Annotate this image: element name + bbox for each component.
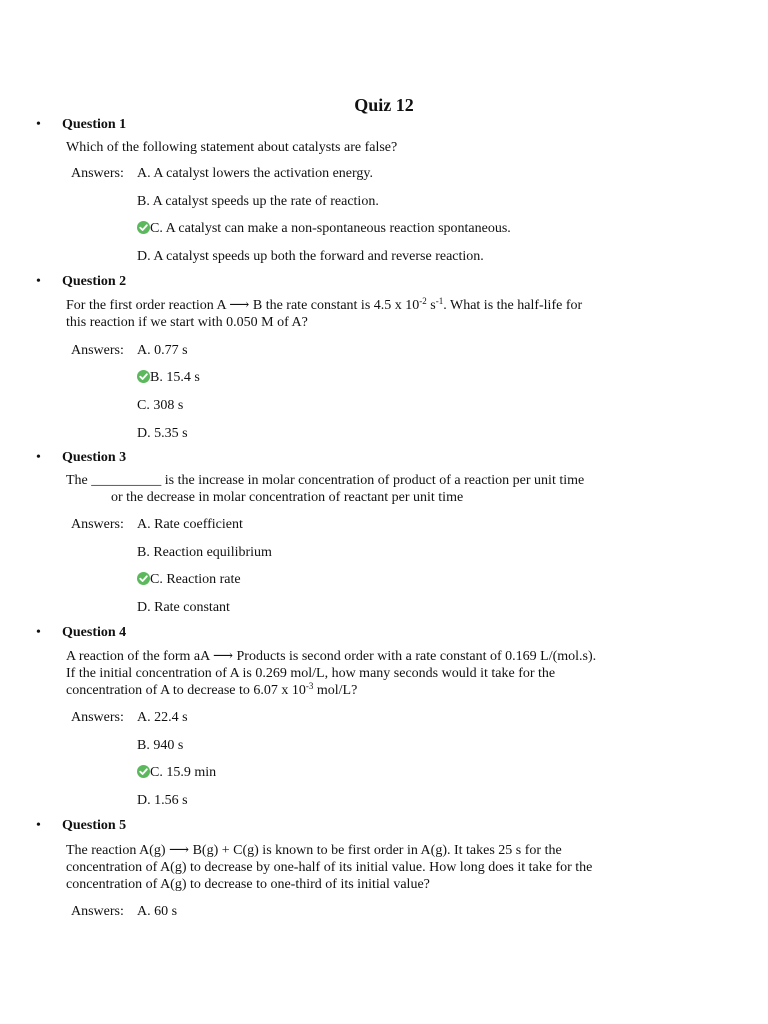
answer-text: C. 15.9 min <box>150 765 217 780</box>
question-4-line-2: If the initial concentration of A is 0.269 mol/L, how many seconds would it take for the <box>66 666 556 681</box>
question-3-line-1: The __________ is the increase in molar concentration of product of a reaction per unit time <box>66 473 585 488</box>
answer-text: B. 15.4 s <box>150 370 200 385</box>
answer-text: D. Rate constant <box>137 600 230 615</box>
question-1-text: Which of the following statement about catalysts are false? <box>66 140 398 155</box>
question-3-answer-a <box>137 516 243 534</box>
question-3-answer-d <box>137 599 230 617</box>
answer-text: A. 0.77 s <box>137 343 188 358</box>
answer-text: C. Reaction rate <box>150 572 241 587</box>
answer-text: D. 5.35 s <box>137 426 188 441</box>
question-5-text <box>66 842 706 893</box>
bullet: • <box>36 625 41 640</box>
checkmark-icon <box>137 221 150 234</box>
answer-text: A. 22.4 s <box>137 710 188 725</box>
question-2-line-1 <box>66 297 666 314</box>
question-3-answer-c <box>137 571 241 589</box>
question-3-answer-b <box>137 544 272 562</box>
question-4-text <box>66 648 706 699</box>
question-4-line-3 <box>66 682 706 699</box>
question-3-line-2: or the decrease in molar concentration of reactant per unit time <box>111 490 464 505</box>
bullet: • <box>36 450 41 465</box>
question-1-answer-d <box>137 248 484 266</box>
answer-text: D. A catalyst speeds up both the forward and reverse reaction. <box>137 249 484 264</box>
text-segment: s <box>426 298 436 313</box>
question-3-text <box>66 472 706 506</box>
answer-text: B. Reaction equilibrium <box>137 545 272 560</box>
answer-text: D. 1.56 s <box>137 793 188 808</box>
answer-text: A. 60 s <box>137 904 178 919</box>
question-2-heading: Question 2 <box>62 274 127 289</box>
question-4-line-1: A reaction of the form aA ⟶ Products is second order with a rate constant of 0.169 L/(mol.s). <box>66 649 597 664</box>
question-3-answers-label: Answers: <box>71 517 124 532</box>
question-2-answer-d <box>137 425 188 443</box>
question-2-answer-b <box>137 369 200 387</box>
text-segment: For the first order reaction A ⟶ B the rate constant is 4.5 x 10 <box>66 298 420 313</box>
question-1-answer-c <box>137 220 511 238</box>
question-1-heading: Question 1 <box>62 117 127 132</box>
checkmark-icon <box>137 572 150 585</box>
question-4-answers-label: Answers: <box>71 710 124 725</box>
question-5-line-1: The reaction A(g) ⟶ B(g) + C(g) is known to be first order in A(g). It takes 25 s for the <box>66 843 562 858</box>
question-4-answer-b <box>137 737 183 755</box>
question-4-answer-d <box>137 792 188 810</box>
answer-text: A. A catalyst lowers the activation energy. <box>137 166 373 181</box>
text-segment: . What is the half-life for <box>443 298 583 313</box>
question-1-answer-a <box>137 165 373 183</box>
quiz-title: Quiz 12 <box>354 95 414 115</box>
question-3-heading: Question 3 <box>62 450 127 465</box>
superscript: -2 <box>419 296 427 306</box>
question-5-line-3: concentration of A(g) to decrease to one-third of its initial value? <box>66 877 430 892</box>
question-4-answer-c <box>137 764 216 782</box>
bullet: • <box>36 818 41 833</box>
question-2-answer-c <box>137 397 183 415</box>
question-2-line-2: this reaction if we start with 0.050 M of A? <box>66 315 308 330</box>
question-4-answer-a <box>137 709 188 727</box>
superscript: -3 <box>305 681 314 691</box>
answer-text: C. 308 s <box>137 398 184 413</box>
answer-text: C. A catalyst can make a non-spontaneous reaction spontaneous. <box>150 221 511 236</box>
question-5-answer-a <box>137 903 177 921</box>
answer-text: B. A catalyst speeds up the rate of reaction. <box>137 194 379 209</box>
bullet: • <box>36 117 41 132</box>
question-4-heading: Question 4 <box>62 625 127 640</box>
question-5-line-2: concentration of A(g) to decrease by one-half of its initial value. How long does it take for the <box>66 860 593 875</box>
question-5-answers-label: Answers: <box>71 904 124 919</box>
question-2-answers-label: Answers: <box>71 343 124 358</box>
question-2-answer-a <box>137 342 188 360</box>
answer-text: B. 940 s <box>137 738 184 753</box>
bullet: • <box>36 274 41 289</box>
question-2-text <box>66 297 666 331</box>
text-segment: concentration of A to decrease to 6.07 x 10 <box>66 683 306 698</box>
question-5-heading: Question 5 <box>62 818 127 833</box>
question-1-answer-b <box>137 193 379 211</box>
superscript: -1 <box>435 296 444 306</box>
question-1-answers-label: Answers: <box>71 166 124 181</box>
answer-text: A. Rate coefficient <box>137 517 243 532</box>
checkmark-icon <box>137 370 150 383</box>
checkmark-icon <box>137 765 150 778</box>
text-segment: mol/L? <box>313 683 358 698</box>
